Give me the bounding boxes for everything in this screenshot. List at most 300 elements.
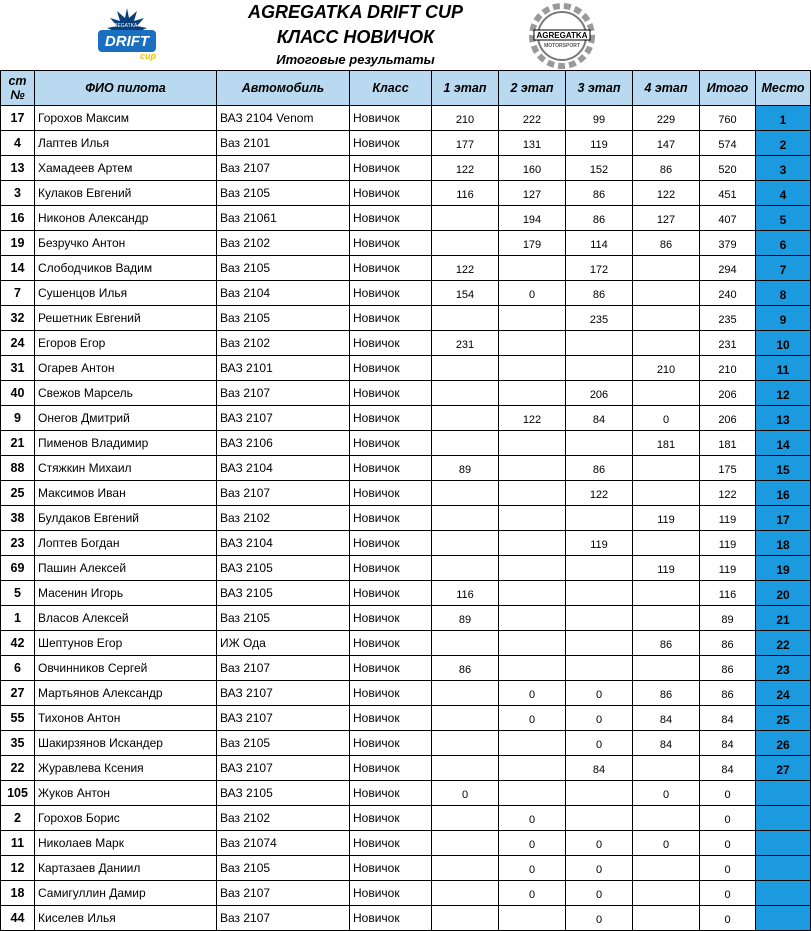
cell-stage-2: 0 — [499, 706, 566, 731]
cell-total: 116 — [700, 581, 756, 606]
cell-place: 1 — [756, 106, 811, 131]
cell-number: 3 — [1, 181, 35, 206]
cell-stage-2 — [499, 656, 566, 681]
cell-stage-4 — [633, 531, 700, 556]
cell-stage-3: 172 — [566, 256, 633, 281]
cell-place: 25 — [756, 706, 811, 731]
cell-stage-2 — [499, 781, 566, 806]
cell-stage-4: 84 — [633, 731, 700, 756]
cell-stage-1 — [432, 306, 499, 331]
cell-stage-4 — [633, 331, 700, 356]
cell-stage-1 — [432, 231, 499, 256]
cell-stage-4: 86 — [633, 231, 700, 256]
cell-stage-2 — [499, 906, 566, 931]
cell-class: Новичок — [350, 806, 432, 831]
table-row — [1, 906, 811, 931]
cell-stage-3: 119 — [566, 531, 633, 556]
svg-text:AGREGATKA: AGREGATKA — [106, 23, 138, 29]
cell-place: 7 — [756, 256, 811, 281]
cell-stage-4 — [633, 281, 700, 306]
cell-total: 86 — [700, 631, 756, 656]
cell-number: 25 — [1, 481, 35, 506]
table-row — [1, 456, 811, 481]
cell-stage-3 — [566, 606, 633, 631]
table-row — [1, 331, 811, 356]
cell-stage-1 — [432, 731, 499, 756]
cell-stage-2 — [499, 431, 566, 456]
cell-stage-3: 122 — [566, 481, 633, 506]
cell-stage-4 — [633, 806, 700, 831]
cup-title: AGREGATKA DRIFT CUP — [248, 2, 463, 22]
cell-stage-4 — [633, 756, 700, 781]
cell-stage-2 — [499, 331, 566, 356]
cell-stage-1: 154 — [432, 281, 499, 306]
cell-total: 240 — [700, 281, 756, 306]
cell-total: 0 — [700, 781, 756, 806]
cell-stage-4 — [633, 456, 700, 481]
cell-total: 86 — [700, 656, 756, 681]
cell-class: Новичок — [350, 656, 432, 681]
cell-stage-2: 194 — [499, 206, 566, 231]
cell-stage-1: 122 — [432, 256, 499, 281]
col-header-stage-1: 1 этап — [432, 71, 499, 106]
cell-class: Новичок — [350, 731, 432, 756]
results-table — [0, 70, 811, 931]
table-row — [1, 781, 811, 806]
cell-total: 89 — [700, 606, 756, 631]
cell-stage-2 — [499, 556, 566, 581]
cell-stage-2 — [499, 256, 566, 281]
cell-stage-4 — [633, 606, 700, 631]
cell-number: 32 — [1, 306, 35, 331]
cell-pilot: Масенин Игорь — [35, 581, 217, 606]
cell-pilot: Власов Алексей — [35, 606, 217, 631]
cell-stage-2: 0 — [499, 281, 566, 306]
cell-car: Ваз 21074 — [217, 831, 350, 856]
cell-stage-3: 0 — [566, 856, 633, 881]
cell-pilot: Лаптев Илья — [35, 131, 217, 156]
cell-pilot: Сушенцов Илья — [35, 281, 217, 306]
cell-place: 9 — [756, 306, 811, 331]
cell-stage-1: 0 — [432, 781, 499, 806]
cell-stage-1: 177 — [432, 131, 499, 156]
cell-stage-2 — [499, 481, 566, 506]
table-row — [1, 606, 811, 631]
cell-total: 231 — [700, 331, 756, 356]
svg-text:cup: cup — [139, 51, 157, 61]
cell-car: ВАЗ 2107 — [217, 756, 350, 781]
cell-place: 14 — [756, 431, 811, 456]
cell-car: ВАЗ 2104 — [217, 531, 350, 556]
cell-stage-3 — [566, 581, 633, 606]
cell-place: 10 — [756, 331, 811, 356]
cell-car: Ваз 21061 — [217, 206, 350, 231]
cell-car: ВАЗ 2104 Venom — [217, 106, 350, 131]
cell-pilot: Егоров Егор — [35, 331, 217, 356]
cell-stage-2 — [499, 606, 566, 631]
cell-stage-3: 0 — [566, 881, 633, 906]
cell-place — [756, 906, 811, 931]
cell-total: 0 — [700, 881, 756, 906]
cell-class: Новичок — [350, 856, 432, 881]
cell-place — [756, 856, 811, 881]
cell-pilot: Кулаков Евгений — [35, 181, 217, 206]
cell-number: 13 — [1, 156, 35, 181]
cell-car: Ваз 2107 — [217, 656, 350, 681]
cell-stage-2 — [499, 631, 566, 656]
table-row — [1, 581, 811, 606]
cell-stage-3: 0 — [566, 906, 633, 931]
cell-car: Ваз 2107 — [217, 156, 350, 181]
cell-class: Новичок — [350, 356, 432, 381]
agregatka-motorsport-logo — [528, 2, 596, 70]
cell-number: 88 — [1, 456, 35, 481]
cell-stage-4 — [633, 881, 700, 906]
cell-stage-4: 0 — [633, 781, 700, 806]
cell-stage-1: 116 — [432, 181, 499, 206]
cell-class: Новичок — [350, 556, 432, 581]
cell-stage-1 — [432, 356, 499, 381]
cell-place: 19 — [756, 556, 811, 581]
cell-pilot: Журавлева Ксения — [35, 756, 217, 781]
cell-stage-1 — [432, 381, 499, 406]
cell-stage-3 — [566, 781, 633, 806]
cell-total: 119 — [700, 556, 756, 581]
cell-stage-1 — [432, 856, 499, 881]
cell-place: 16 — [756, 481, 811, 506]
table-row — [1, 306, 811, 331]
cell-stage-4: 122 — [633, 181, 700, 206]
cell-pilot: Свежов Марсель — [35, 381, 217, 406]
cell-stage-3: 235 — [566, 306, 633, 331]
cell-stage-4 — [633, 306, 700, 331]
cell-stage-2: 0 — [499, 831, 566, 856]
cell-number: 69 — [1, 556, 35, 581]
cell-number: 55 — [1, 706, 35, 731]
cell-number: 19 — [1, 231, 35, 256]
col-header-place: Место — [756, 71, 811, 106]
cell-car: ВАЗ 2107 — [217, 406, 350, 431]
table-row — [1, 406, 811, 431]
cell-class: Новичок — [350, 781, 432, 806]
cell-stage-2: 0 — [499, 806, 566, 831]
cell-stage-3 — [566, 331, 633, 356]
cell-number: 9 — [1, 406, 35, 431]
cell-stage-1: 89 — [432, 456, 499, 481]
cell-number: 17 — [1, 106, 35, 131]
cell-car: Ваз 2102 — [217, 806, 350, 831]
table-row — [1, 356, 811, 381]
cell-stage-4: 147 — [633, 131, 700, 156]
cell-number: 6 — [1, 656, 35, 681]
cell-car: ВАЗ 2101 — [217, 356, 350, 381]
class-title: КЛАСС НОВИЧОК — [276, 27, 435, 47]
col-header-class: Класс — [350, 71, 432, 106]
cell-place — [756, 781, 811, 806]
cell-car: Ваз 2107 — [217, 481, 350, 506]
cell-stage-4: 181 — [633, 431, 700, 456]
cell-class: Новичок — [350, 406, 432, 431]
cell-total: 210 — [700, 356, 756, 381]
cell-pilot: Горохов Борис — [35, 806, 217, 831]
cell-stage-4: 210 — [633, 356, 700, 381]
cell-number: 105 — [1, 781, 35, 806]
cell-class: Новичок — [350, 906, 432, 931]
cell-total: 574 — [700, 131, 756, 156]
table-row — [1, 556, 811, 581]
cell-number: 40 — [1, 381, 35, 406]
cell-stage-4: 86 — [633, 681, 700, 706]
cell-number: 31 — [1, 356, 35, 381]
table-row — [1, 881, 811, 906]
cell-pilot: Максимов Иван — [35, 481, 217, 506]
cell-stage-4 — [633, 656, 700, 681]
cell-stage-1: 210 — [432, 106, 499, 131]
cell-stage-3: 0 — [566, 831, 633, 856]
table-row — [1, 206, 811, 231]
cell-pilot: Хамадеев Артем — [35, 156, 217, 181]
cell-car: Ваз 2107 — [217, 381, 350, 406]
cell-pilot: Решетник Евгений — [35, 306, 217, 331]
cell-stage-4: 119 — [633, 556, 700, 581]
cell-total: 0 — [700, 806, 756, 831]
cell-stage-3 — [566, 806, 633, 831]
cell-pilot: Шептунов Егор — [35, 631, 217, 656]
cell-pilot: Пашин Алексей — [35, 556, 217, 581]
cell-total: 86 — [700, 681, 756, 706]
table-row — [1, 681, 811, 706]
cell-stage-2 — [499, 756, 566, 781]
cell-stage-1 — [432, 681, 499, 706]
cell-number: 5 — [1, 581, 35, 606]
cell-place — [756, 806, 811, 831]
table-row — [1, 131, 811, 156]
cell-stage-2: 127 — [499, 181, 566, 206]
cell-stage-3: 0 — [566, 731, 633, 756]
table-row — [1, 806, 811, 831]
cell-stage-2: 131 — [499, 131, 566, 156]
cell-stage-2: 179 — [499, 231, 566, 256]
cell-place: 13 — [756, 406, 811, 431]
cell-class: Новичок — [350, 531, 432, 556]
results-header — [0, 0, 811, 70]
cell-class: Новичок — [350, 181, 432, 206]
cell-total: 0 — [700, 856, 756, 881]
cell-place: 2 — [756, 131, 811, 156]
cell-stage-4: 229 — [633, 106, 700, 131]
cell-class: Новичок — [350, 431, 432, 456]
col-header-total: Итого — [700, 71, 756, 106]
table-row — [1, 831, 811, 856]
cell-number: 24 — [1, 331, 35, 356]
table-header-row — [1, 71, 811, 106]
cell-stage-4 — [633, 256, 700, 281]
cell-stage-3: 119 — [566, 131, 633, 156]
cell-place — [756, 881, 811, 906]
cell-number: 14 — [1, 256, 35, 281]
cell-number: 16 — [1, 206, 35, 231]
cell-number: 23 — [1, 531, 35, 556]
cell-stage-3: 0 — [566, 681, 633, 706]
cell-stage-2: 160 — [499, 156, 566, 181]
cell-stage-3 — [566, 431, 633, 456]
cell-total: 0 — [700, 831, 756, 856]
cell-place: 23 — [756, 656, 811, 681]
cell-stage-1 — [432, 806, 499, 831]
cell-stage-2: 222 — [499, 106, 566, 131]
cell-place: 27 — [756, 756, 811, 781]
cell-place: 6 — [756, 231, 811, 256]
cell-stage-3: 84 — [566, 756, 633, 781]
cell-stage-4: 86 — [633, 631, 700, 656]
cell-car: ВАЗ 2105 — [217, 556, 350, 581]
cell-class: Новичок — [350, 481, 432, 506]
cell-pilot: Лоптев Богдан — [35, 531, 217, 556]
svg-text:MOTORSPORT: MOTORSPORT — [544, 43, 580, 49]
cell-place: 11 — [756, 356, 811, 381]
table-row — [1, 256, 811, 281]
cell-class: Новичок — [350, 831, 432, 856]
cell-stage-1 — [432, 906, 499, 931]
cell-stage-1: 122 — [432, 156, 499, 181]
cell-class: Новичок — [350, 681, 432, 706]
cell-class: Новичок — [350, 456, 432, 481]
cell-stage-3: 0 — [566, 706, 633, 731]
cell-stage-2: 0 — [499, 881, 566, 906]
cell-stage-3: 86 — [566, 181, 633, 206]
cell-class: Новичок — [350, 281, 432, 306]
table-row — [1, 231, 811, 256]
cell-total: 122 — [700, 481, 756, 506]
cell-number: 38 — [1, 506, 35, 531]
cell-place: 17 — [756, 506, 811, 531]
cell-stage-2: 0 — [499, 856, 566, 881]
col-header-pilot: ФИО пилота — [35, 71, 217, 106]
cell-number: 21 — [1, 431, 35, 456]
cell-number: 18 — [1, 881, 35, 906]
cell-pilot: Горохов Максим — [35, 106, 217, 131]
cell-place: 18 — [756, 531, 811, 556]
cell-stage-3: 152 — [566, 156, 633, 181]
cell-car: Ваз 2105 — [217, 606, 350, 631]
cell-total: 451 — [700, 181, 756, 206]
col-header-car: Автомобиль — [217, 71, 350, 106]
results-body — [1, 106, 811, 931]
cell-place: 15 — [756, 456, 811, 481]
cell-number: 1 — [1, 606, 35, 631]
cell-stage-3: 86 — [566, 281, 633, 306]
cell-stage-4: 0 — [633, 831, 700, 856]
cell-total: 181 — [700, 431, 756, 456]
cell-class: Новичок — [350, 206, 432, 231]
cell-pilot: Овчинников Сергей — [35, 656, 217, 681]
svg-text:DRIFT: DRIFT — [104, 33, 150, 50]
cell-pilot: Булдаков Евгений — [35, 506, 217, 531]
cell-stage-2: 122 — [499, 406, 566, 431]
cell-car: Ваз 2105 — [217, 181, 350, 206]
table-row — [1, 531, 811, 556]
cell-pilot: Киселев Илья — [35, 906, 217, 931]
cell-stage-1 — [432, 531, 499, 556]
table-row — [1, 706, 811, 731]
cell-stage-4: 86 — [633, 156, 700, 181]
cell-stage-3: 86 — [566, 206, 633, 231]
cell-pilot: Николаев Марк — [35, 831, 217, 856]
cell-place: 3 — [756, 156, 811, 181]
cell-car: Ваз 2104 — [217, 281, 350, 306]
cell-total: 206 — [700, 406, 756, 431]
cell-place: 22 — [756, 631, 811, 656]
cell-stage-4 — [633, 906, 700, 931]
cell-pilot: Шакирзянов Искандер — [35, 731, 217, 756]
cell-stage-3: 114 — [566, 231, 633, 256]
table-row — [1, 156, 811, 181]
cell-pilot: Мартьянов Александр — [35, 681, 217, 706]
cell-car: Ваз 2101 — [217, 131, 350, 156]
cell-class: Новичок — [350, 331, 432, 356]
cell-pilot: Огарев Антон — [35, 356, 217, 381]
cell-stage-3 — [566, 356, 633, 381]
table-row — [1, 756, 811, 781]
cell-stage-2 — [499, 381, 566, 406]
cell-place: 20 — [756, 581, 811, 606]
table-row — [1, 431, 811, 456]
cell-pilot: Самигуллин Дамир — [35, 881, 217, 906]
cell-place: 5 — [756, 206, 811, 231]
cell-place: 21 — [756, 606, 811, 631]
cell-car: Ваз 2102 — [217, 506, 350, 531]
cell-stage-2 — [499, 581, 566, 606]
cell-stage-1: 89 — [432, 606, 499, 631]
cell-total: 119 — [700, 506, 756, 531]
cell-class: Новичок — [350, 256, 432, 281]
cell-place: 24 — [756, 681, 811, 706]
cell-class: Новичок — [350, 231, 432, 256]
cell-total: 0 — [700, 906, 756, 931]
cell-car: ВАЗ 2106 — [217, 431, 350, 456]
cell-place: 8 — [756, 281, 811, 306]
cell-number: 42 — [1, 631, 35, 656]
col-header-stage-3: 3 этап — [566, 71, 633, 106]
cell-number: 4 — [1, 131, 35, 156]
cell-car: Ваз 2107 — [217, 881, 350, 906]
cell-stage-3: 206 — [566, 381, 633, 406]
table-row — [1, 506, 811, 531]
cell-stage-2 — [499, 731, 566, 756]
table-row — [1, 856, 811, 881]
cell-class: Новичок — [350, 306, 432, 331]
cell-stage-1 — [432, 556, 499, 581]
cell-total: 175 — [700, 456, 756, 481]
cell-stage-1 — [432, 631, 499, 656]
cell-total: 84 — [700, 756, 756, 781]
cell-stage-2 — [499, 506, 566, 531]
cell-place: 4 — [756, 181, 811, 206]
cell-number: 11 — [1, 831, 35, 856]
table-row — [1, 381, 811, 406]
cell-stage-1 — [432, 756, 499, 781]
cell-stage-2 — [499, 456, 566, 481]
cell-stage-3: 99 — [566, 106, 633, 131]
cell-stage-4: 0 — [633, 406, 700, 431]
cell-car: ВАЗ 2107 — [217, 706, 350, 731]
cell-stage-3 — [566, 631, 633, 656]
cell-class: Новичок — [350, 606, 432, 631]
cell-car: Ваз 2102 — [217, 331, 350, 356]
cell-number: 44 — [1, 906, 35, 931]
cell-pilot: Никонов Александр — [35, 206, 217, 231]
cell-pilot: Пименов Владимир — [35, 431, 217, 456]
